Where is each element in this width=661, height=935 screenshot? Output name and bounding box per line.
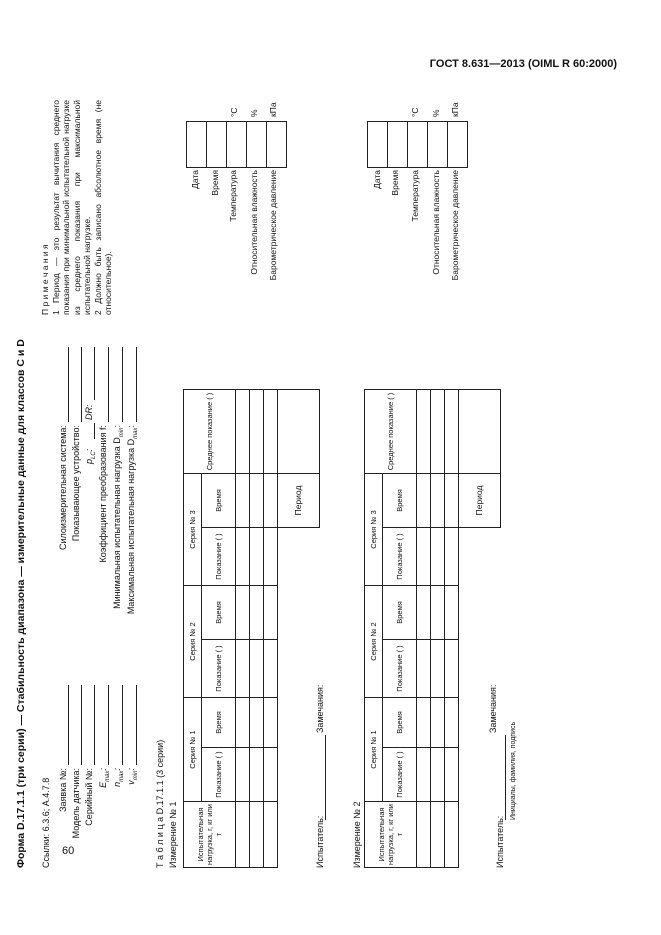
unit-press: кПа: [268, 102, 278, 117]
table-row: [236, 338, 250, 868]
field-label: Показывающее устройство:: [71, 425, 81, 542]
time-header: Время: [202, 586, 236, 640]
field-label: Серийный №:: [84, 768, 94, 826]
field-line: [108, 347, 109, 422]
series-2-header: Серия № 2: [184, 586, 202, 698]
time-header: Время: [383, 586, 417, 640]
field-line: [136, 347, 137, 422]
unit-press: кПа: [450, 102, 460, 117]
dr-label: DR:: [84, 404, 94, 420]
notes-heading: П р и м е ч а н и я: [40, 244, 50, 315]
field-line: [81, 685, 82, 765]
measurement-1-table: [183, 338, 320, 869]
env-time-label: Время: [210, 170, 220, 196]
tester-label-2: Испытатель:: [495, 815, 505, 868]
period-value: [278, 390, 320, 474]
unit-temp: °С: [229, 107, 239, 117]
field-label: Силоизмерительная система:: [58, 425, 68, 551]
field-label-vmin: $v_{min}$:: [126, 768, 139, 785]
series-3-header: Серия № 3: [184, 474, 202, 586]
rotated-page: [0, 90, 560, 880]
unit-temp: °С: [410, 107, 420, 117]
table-row: [264, 338, 278, 868]
unit-hum: %: [431, 109, 441, 117]
field-line: [122, 347, 123, 422]
field-label-dmin: Минимальная испытательная нагрузка $D_{min}$:: [112, 425, 125, 609]
reading-header: Показание ( ): [383, 528, 417, 586]
table-row: [417, 338, 431, 868]
env-hum-label: Относительная влажность: [431, 170, 441, 275]
field-label: Коэффициент преобразования f:: [98, 425, 108, 563]
remarks-label-1: Замечания:: [315, 684, 325, 733]
env-temp-label: Температура: [410, 170, 420, 222]
period-label: Период: [459, 474, 501, 528]
load-header: Испытательная нагрузка, г, кг или т: [184, 802, 236, 868]
env-time-label: Время: [390, 170, 400, 196]
env-press-label: Барометрическое давление: [450, 170, 460, 281]
field-line: [68, 347, 69, 422]
reading-header: Показание ( ): [202, 748, 236, 802]
series-1-header: Серия № 1: [365, 698, 383, 802]
field-line: [68, 685, 69, 765]
field-line: [81, 347, 82, 422]
series-1-header: Серия № 1: [184, 698, 202, 802]
average-header: Среднее показание ( ): [365, 390, 417, 474]
reading-header: Показание ( ): [383, 640, 417, 698]
env-table-1: [186, 121, 287, 168]
field-label-nmax: $n_{max}$:: [112, 768, 125, 787]
reading-header: Показание ( ): [383, 748, 417, 802]
period-value: [459, 390, 501, 474]
env-temp-label: Температура: [228, 170, 238, 222]
form-title: Форма D.17.1.1 (три серии) — Стабильность диапазона — измерительные данные для классов С и D: [15, 339, 27, 868]
table-row: [250, 338, 264, 868]
field-label-emax: $E_{max}$:: [98, 768, 111, 788]
tester-label-1: Испытатель:: [315, 815, 325, 868]
page-number: 60: [62, 845, 75, 857]
measurement-2-table: [364, 338, 501, 869]
notes-block: [40, 100, 114, 315]
field-line: [94, 685, 95, 765]
signature-caption: Инициалы, фамилия, подпись: [510, 721, 517, 820]
measurement-1-title: Измерение № 1: [168, 801, 178, 868]
env-date-label: Дата: [372, 170, 382, 189]
unit-hum: %: [249, 109, 259, 117]
tester-line: [505, 735, 506, 820]
table-row: [445, 338, 459, 868]
env-hum-label: Относительная влажность: [249, 170, 259, 275]
env-date-label: Дата: [190, 170, 200, 189]
tester-line: [325, 735, 326, 820]
standard-header: ГОСТ 8.631—2013 (OIML R 60:2000): [429, 58, 617, 70]
plc-label: $p_{LC}$:: [84, 448, 97, 464]
field-label: Модель датчика:: [71, 768, 81, 839]
note-1: 1 Период — это результат вычитания среднего показания при минимальной испытательной нагрузке из среднего показания при максимальной испытательной нагрузке.: [50, 100, 92, 315]
blank-cell: [184, 338, 278, 390]
series-3-header: Серия № 3: [365, 474, 383, 586]
blank-cell: [365, 338, 459, 390]
note-2: 2 Должно быть записано абсолютное время (не относительное).: [92, 100, 113, 315]
table-row: [431, 338, 445, 868]
remarks-label-2: Замечания:: [488, 684, 498, 733]
time-header: Время: [202, 474, 236, 528]
env-table-2: [367, 121, 468, 168]
time-header: Время: [202, 698, 236, 748]
field-label-dmax: Максимальная испытательная нагрузка $D_{max}$:: [126, 425, 139, 615]
field-line: [108, 685, 109, 765]
field-label: Заявка №:: [58, 768, 68, 812]
period-label: Период: [278, 474, 320, 528]
load-header: Испытательная нагрузка, г, кг или т: [365, 802, 417, 868]
table-caption: Т а б л и ц а D.17.1.1 (3 серии): [155, 739, 165, 868]
field-line: [94, 423, 95, 439]
time-header: Время: [383, 698, 417, 748]
field-line: [94, 347, 95, 400]
measurement-2-title: Измерение № 2: [352, 801, 362, 868]
series-2-header: Серия № 2: [365, 586, 383, 698]
references: Ссылки: 6.3.6; А.4.7.8: [41, 777, 51, 868]
reading-header: Показание ( ): [202, 640, 236, 698]
average-header: Среднее показание ( ): [184, 390, 236, 474]
env-press-label: Барометрическое давление: [268, 170, 278, 281]
reading-header: Показание ( ): [202, 528, 236, 586]
time-header: Время: [383, 474, 417, 528]
